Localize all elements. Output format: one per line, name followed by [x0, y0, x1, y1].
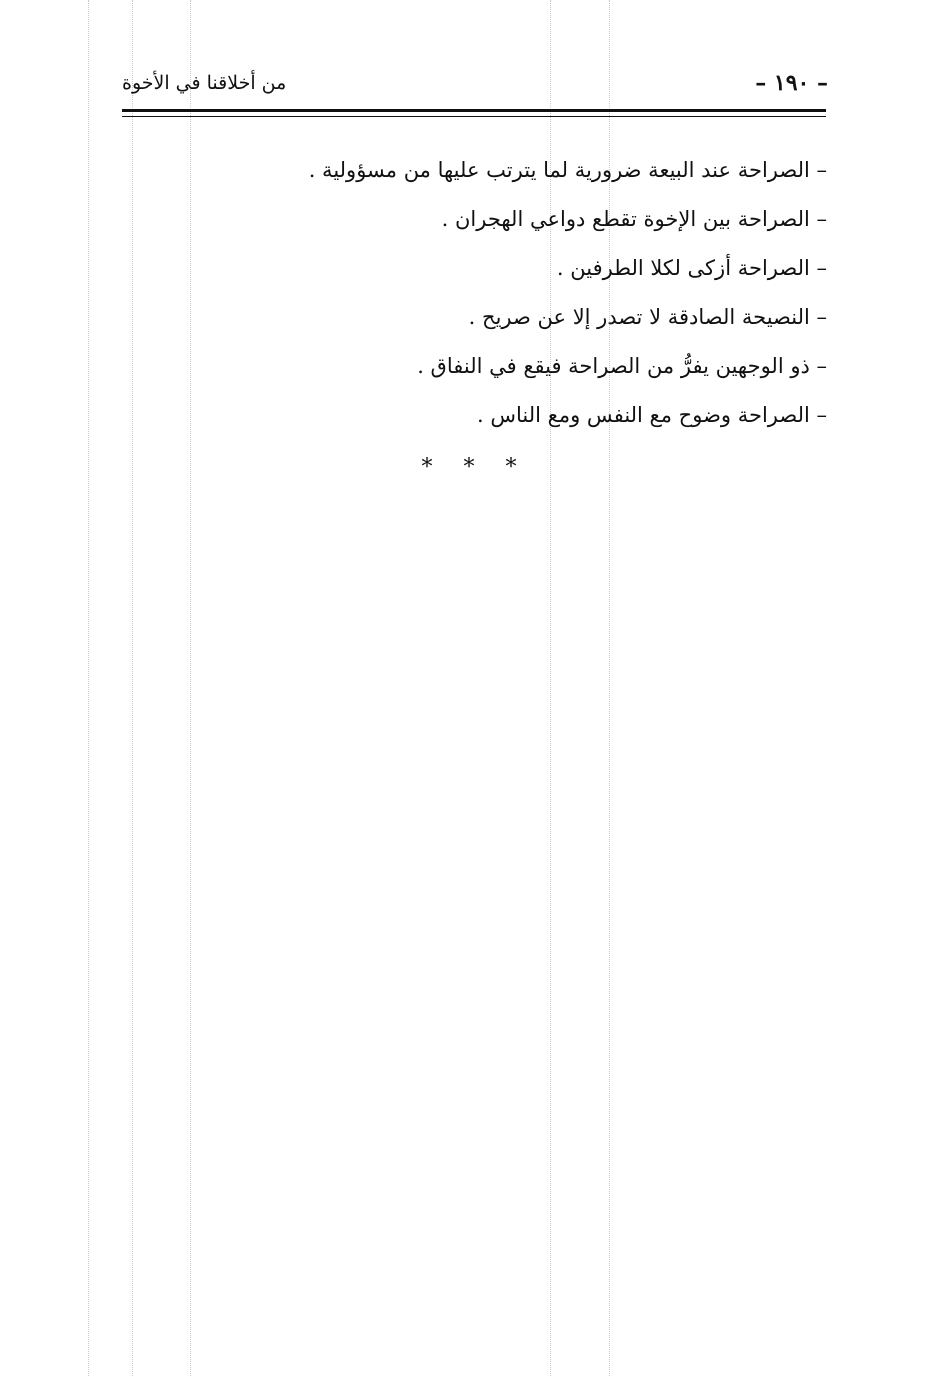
section-separator: * * *	[421, 455, 529, 480]
page-number: – ١٩٠ –	[755, 70, 828, 96]
body-text	[187, 146, 827, 440]
running-header-title: من أخلاقنا في الأخوة	[122, 72, 287, 94]
bullet-line: – الصراحة بين الإخوة تقطع دواعي الهجران .	[441, 207, 827, 231]
bullet-line: – النصيحة الصادقة لا تصدر إلا عن صريح .	[468, 305, 827, 329]
bullet-line: – الصراحة أزكى لكلا الطرفين .	[556, 256, 827, 280]
header-rule-thick	[122, 109, 826, 112]
running-header	[122, 70, 828, 104]
header-rule-thin	[122, 116, 826, 117]
bullet-line: – ذو الوجهين يفرُّ من الصراحة فيقع في النفاق .	[417, 354, 827, 378]
bullet-line: – الصراحة وضوح مع النفس ومع الناس .	[477, 403, 827, 427]
bullet-line: – الصراحة عند البيعة ضرورية لما يترتب عليها من مسؤولية .	[308, 158, 827, 182]
